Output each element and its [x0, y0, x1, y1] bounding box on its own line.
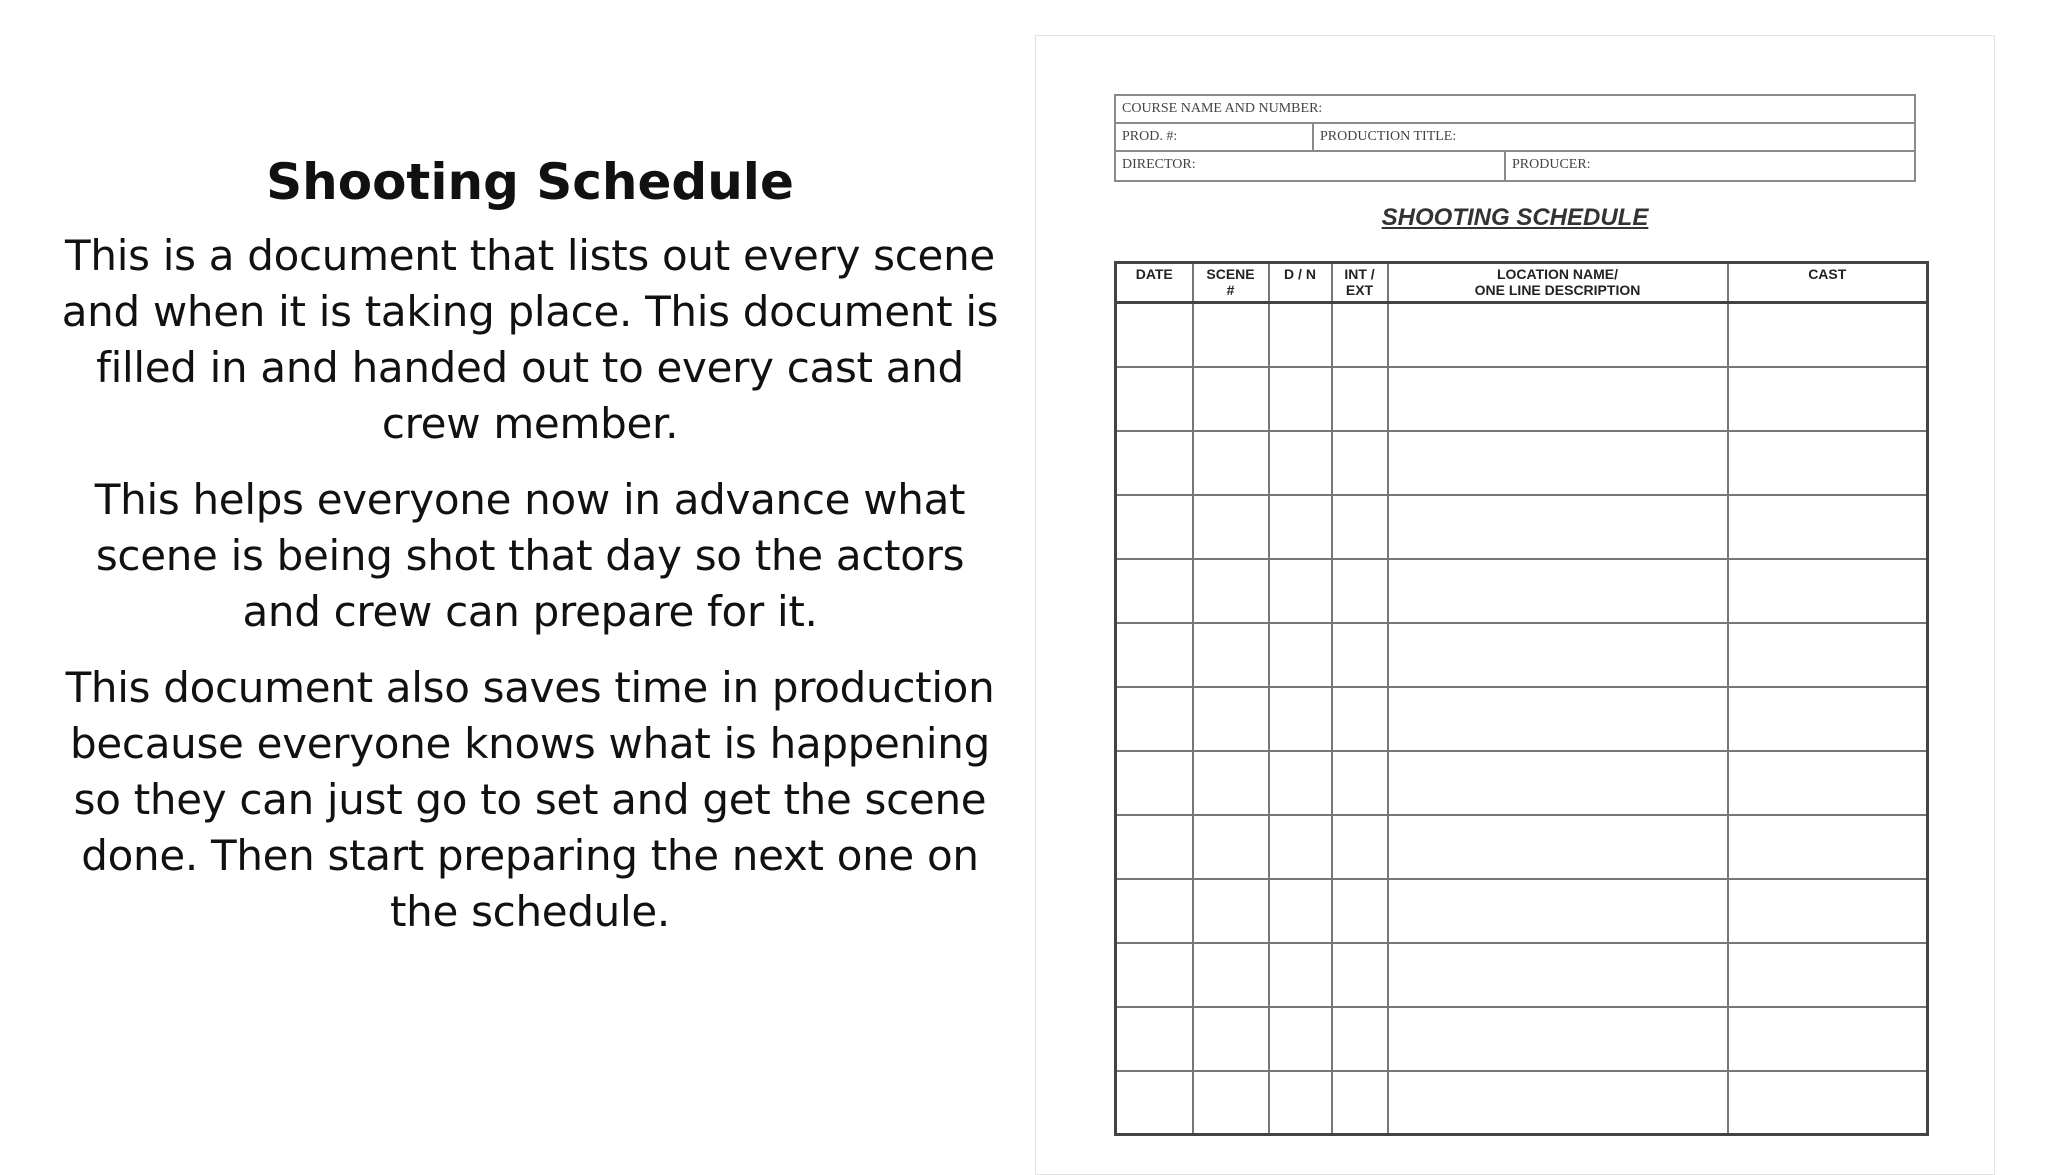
- table-cell: [1116, 303, 1193, 367]
- table-cell: [1116, 431, 1193, 495]
- table-row: [1116, 1007, 1928, 1071]
- producer-label: PRODUCER:: [1504, 152, 1914, 180]
- slide-title: Shooting Schedule: [266, 153, 794, 211]
- table-cell: [1728, 495, 1928, 559]
- course-name-label: COURSE NAME AND NUMBER:: [1122, 101, 1323, 116]
- table-row: [1116, 687, 1928, 751]
- table-cell: [1116, 687, 1193, 751]
- table-cell: [1728, 1071, 1928, 1135]
- table-cell: [1388, 559, 1728, 623]
- table-cell: [1388, 879, 1728, 943]
- table-cell: [1388, 431, 1728, 495]
- table-cell: [1193, 495, 1269, 559]
- table-cell: [1728, 687, 1928, 751]
- column-header-scene: SCENE #: [1193, 263, 1269, 303]
- table-row: [1116, 495, 1928, 559]
- paragraph-1: This is a document that lists out every scene and when it is taking place. This document is filled in and handed out to every cast and crew member.: [61, 231, 999, 448]
- table-cell: [1332, 879, 1388, 943]
- table-cell: [1332, 623, 1388, 687]
- table-cell: [1388, 303, 1728, 367]
- table-cell: [1269, 751, 1332, 815]
- table-cell: [1193, 815, 1269, 879]
- table-cell: [1332, 1071, 1388, 1135]
- table-cell: [1728, 943, 1928, 1007]
- table-cell: [1332, 943, 1388, 1007]
- table-cell: [1269, 687, 1332, 751]
- table-cell: [1332, 303, 1388, 367]
- table-header-row: [1116, 263, 1928, 303]
- table-row: [1116, 879, 1928, 943]
- table-cell: [1728, 623, 1928, 687]
- table-cell: [1269, 623, 1332, 687]
- table-cell: [1332, 495, 1388, 559]
- table-cell: [1388, 367, 1728, 431]
- table-cell: [1193, 943, 1269, 1007]
- table-cell: [1728, 559, 1928, 623]
- table-cell: [1116, 495, 1193, 559]
- table-cell: [1193, 367, 1269, 431]
- table-cell: [1269, 1071, 1332, 1135]
- schedule-rows: [1116, 303, 1928, 1135]
- table-cell: [1269, 495, 1332, 559]
- table-cell: [1388, 815, 1728, 879]
- table-cell: [1116, 879, 1193, 943]
- table-cell: [1269, 879, 1332, 943]
- schedule-table: [1114, 261, 1929, 1136]
- production-title-label: PRODUCTION TITLE:: [1312, 124, 1914, 150]
- paragraph-2: This helps everyone now in advance what scene is being shot that day so the actors and crew can prepare for it.: [94, 475, 966, 636]
- table-cell: [1269, 303, 1332, 367]
- table-cell: [1116, 1007, 1193, 1071]
- table-row: [1116, 815, 1928, 879]
- table-cell: [1193, 751, 1269, 815]
- table-row: [1116, 303, 1928, 367]
- table-cell: [1388, 495, 1728, 559]
- form-header: [1114, 94, 1916, 182]
- table-cell: [1332, 367, 1388, 431]
- table-cell: [1728, 879, 1928, 943]
- table-cell: [1269, 431, 1332, 495]
- schedule-title: SHOOTING SCHEDULE: [1381, 204, 1649, 231]
- table-cell: [1332, 1007, 1388, 1071]
- table-cell: [1728, 751, 1928, 815]
- table-cell: [1388, 623, 1728, 687]
- table-cell: [1116, 623, 1193, 687]
- table-cell: [1193, 879, 1269, 943]
- column-header-int-ext: INT / EXT: [1332, 263, 1388, 303]
- table-cell: [1269, 943, 1332, 1007]
- table-cell: [1388, 1071, 1728, 1135]
- table-cell: [1116, 367, 1193, 431]
- director-label: DIRECTOR:: [1122, 157, 1196, 172]
- column-header-location: LOCATION NAME/ ONE LINE DESCRIPTION: [1388, 263, 1728, 303]
- table-cell: [1116, 943, 1193, 1007]
- table-cell: [1388, 1007, 1728, 1071]
- table-row: [1116, 431, 1928, 495]
- table-cell: [1193, 559, 1269, 623]
- table-row: [1116, 943, 1928, 1007]
- table-cell: [1332, 431, 1388, 495]
- table-cell: [1193, 687, 1269, 751]
- table-cell: [1269, 1007, 1332, 1071]
- table-cell: [1269, 367, 1332, 431]
- table-cell: [1728, 431, 1928, 495]
- shooting-schedule-form: [1035, 35, 1995, 1175]
- table-cell: [1269, 559, 1332, 623]
- table-cell: [1332, 815, 1388, 879]
- table-cell: [1332, 687, 1388, 751]
- table-cell: [1193, 303, 1269, 367]
- column-header-day-night: D / N: [1269, 263, 1332, 303]
- table-cell: [1728, 303, 1928, 367]
- table-cell: [1332, 751, 1388, 815]
- table-cell: [1728, 815, 1928, 879]
- table-cell: [1116, 751, 1193, 815]
- table-cell: [1728, 1007, 1928, 1071]
- table-cell: [1116, 815, 1193, 879]
- table-cell: [1193, 431, 1269, 495]
- table-cell: [1116, 1071, 1193, 1135]
- paragraph-3: This document also saves time in production because everyone knows what is happening so they can just go to set and get the scene done. Then start preparing the next one on the schedule.: [65, 663, 995, 936]
- table-cell: [1116, 559, 1193, 623]
- table-cell: [1193, 1071, 1269, 1135]
- header-row-course: [1116, 96, 1914, 124]
- prod-number-label: PROD. #:: [1122, 129, 1178, 144]
- column-header-cast: CAST: [1728, 263, 1928, 303]
- table-cell: [1193, 1007, 1269, 1071]
- table-row: [1116, 1071, 1928, 1135]
- slide-text-column: [60, 145, 1000, 960]
- header-row-production: [1116, 124, 1914, 152]
- table-cell: [1388, 751, 1728, 815]
- table-row: [1116, 559, 1928, 623]
- table-cell: [1388, 943, 1728, 1007]
- table-cell: [1728, 367, 1928, 431]
- table-cell: [1193, 623, 1269, 687]
- table-cell: [1269, 815, 1332, 879]
- table-row: [1116, 623, 1928, 687]
- header-row-director: [1116, 152, 1914, 180]
- table-cell: [1332, 559, 1388, 623]
- table-cell: [1388, 687, 1728, 751]
- column-header-date: DATE: [1116, 263, 1193, 303]
- table-row: [1116, 367, 1928, 431]
- table-row: [1116, 751, 1928, 815]
